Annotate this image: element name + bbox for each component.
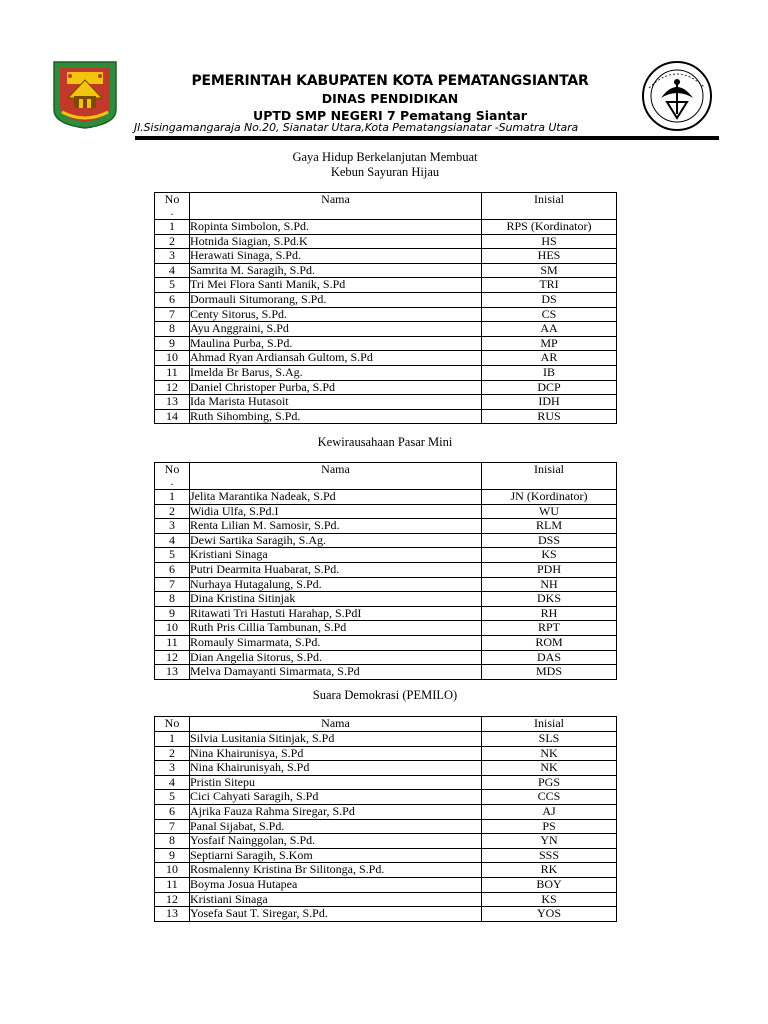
- table-row: [155, 395, 617, 410]
- row-number: 5: [155, 278, 190, 293]
- row-number: 3: [155, 519, 190, 534]
- table-row: [155, 351, 617, 366]
- table-row: [155, 504, 617, 519]
- member-initials: HES: [482, 249, 617, 264]
- row-number: 4: [155, 263, 190, 278]
- table-row: [155, 635, 617, 650]
- section-2-table: [154, 462, 617, 680]
- row-number: 4: [155, 533, 190, 548]
- member-initials: IB: [482, 365, 617, 380]
- member-name: Panal Sijabat, S.Pd.: [190, 819, 482, 834]
- member-initials: KS: [482, 548, 617, 563]
- section-1-table: [154, 192, 617, 424]
- member-name: Ruth Sihombing, S.Pd.: [190, 409, 482, 424]
- header-no: [155, 193, 190, 220]
- member-initials: RPT: [482, 621, 617, 636]
- member-initials: CS: [482, 307, 617, 322]
- row-number: 10: [155, 863, 190, 878]
- table-row: [155, 336, 617, 351]
- row-number: 1: [155, 732, 190, 747]
- member-name: Putri Dearmita Huabarat, S.Pd.: [190, 562, 482, 577]
- member-name: Daniel Christoper Purba, S.Pd: [190, 380, 482, 395]
- table-row: [155, 790, 617, 805]
- header-inisial: Inisial: [482, 193, 617, 220]
- school-address: Jl.Sisingamangaraja No.20, Sianatar Utara,Kota Pematangsianatar -Sumatra Utara: [134, 121, 579, 134]
- table-header-row: [155, 463, 617, 490]
- member-initials: DCP: [482, 380, 617, 395]
- member-name: Herawati Sinaga, S.Pd.: [190, 249, 482, 264]
- member-initials: HS: [482, 234, 617, 249]
- member-initials: DKS: [482, 592, 617, 607]
- header-no-label: No: [164, 192, 180, 206]
- row-number: 2: [155, 746, 190, 761]
- section-3-title: [154, 688, 616, 703]
- section-3-table: [154, 716, 617, 922]
- member-initials: AJ: [482, 804, 617, 819]
- member-initials: PDH: [482, 562, 617, 577]
- member-name: Nina Khairunisyah, S.Pd: [190, 761, 482, 776]
- government-name: PEMERINTAH KABUPATEN KOTA PEMATANGSIANTAR: [191, 73, 589, 89]
- row-number: 8: [155, 322, 190, 337]
- table-header-row: [155, 717, 617, 732]
- section-1-title-line-2: Kebun Sayuran Hijau: [330, 165, 440, 179]
- member-initials: PS: [482, 819, 617, 834]
- table-row: [155, 877, 617, 892]
- header-no: No: [155, 717, 190, 732]
- table-row: [155, 577, 617, 592]
- row-number: 5: [155, 548, 190, 563]
- member-initials: RUS: [482, 409, 617, 424]
- row-number: 7: [155, 307, 190, 322]
- member-name: Renta Lilian M. Samosir, S.Pd.: [190, 519, 482, 534]
- member-initials: TRI: [482, 278, 617, 293]
- member-initials: NK: [482, 761, 617, 776]
- member-name: Imelda Br Barus, S.Ag.: [190, 365, 482, 380]
- header-nama: Nama: [190, 463, 482, 490]
- member-initials: WU: [482, 504, 617, 519]
- member-initials: NH: [482, 577, 617, 592]
- header-nama: Nama: [190, 193, 482, 220]
- member-initials: RK: [482, 863, 617, 878]
- section-1-title: [154, 150, 616, 180]
- member-initials: RPS (Kordinator): [482, 220, 617, 235]
- table-row: [155, 380, 617, 395]
- member-name: Dian Angelia Sitorus, S.Pd.: [190, 650, 482, 665]
- member-name: Cici Cahyati Saragih, S.Pd: [190, 790, 482, 805]
- table-row: [155, 621, 617, 636]
- table-row: [155, 892, 617, 907]
- member-name: Romauly Simarmata, S.Pd.: [190, 635, 482, 650]
- table-row: [155, 548, 617, 563]
- row-number: 3: [155, 761, 190, 776]
- member-name: Dina Kristina Sitinjak: [190, 592, 482, 607]
- row-number: 9: [155, 848, 190, 863]
- member-name: Ida Marista Hutasoit: [190, 395, 482, 410]
- table-row: [155, 263, 617, 278]
- table-row: [155, 307, 617, 322]
- section-3-rows: [155, 732, 617, 922]
- member-initials: CCS: [482, 790, 617, 805]
- member-initials: SLS: [482, 732, 617, 747]
- row-number: 1: [155, 220, 190, 235]
- row-number: 7: [155, 819, 190, 834]
- table-row: [155, 761, 617, 776]
- table-row: [155, 409, 617, 424]
- row-number: 2: [155, 234, 190, 249]
- member-initials: DS: [482, 292, 617, 307]
- member-name: Nina Khairunisya, S.Pd: [190, 746, 482, 761]
- row-number: 12: [155, 380, 190, 395]
- school-name: UPTD SMP NEGERI 7 Pematang Siantar: [253, 108, 527, 123]
- table-row: [155, 365, 617, 380]
- member-initials: AR: [482, 351, 617, 366]
- letterhead-text: [120, 72, 660, 124]
- member-name: Kristiani Sinaga: [190, 548, 482, 563]
- table-row: [155, 292, 617, 307]
- member-name: Dewi Sartika Saragih, S.Ag.: [190, 533, 482, 548]
- member-initials: JN (Kordinator): [482, 490, 617, 505]
- member-name: Ritawati Tri Hastuti Harahap, S.PdI: [190, 606, 482, 621]
- member-initials: PGS: [482, 775, 617, 790]
- member-initials: BOY: [482, 877, 617, 892]
- table-row: [155, 732, 617, 747]
- row-number: 9: [155, 336, 190, 351]
- member-name: Rosmalenny Kristina Br Silitonga, S.Pd.: [190, 863, 482, 878]
- table-row: [155, 322, 617, 337]
- section-1-title-line-1: Gaya Hidup Berkelanjutan Membuat: [292, 150, 478, 164]
- table-row: [155, 746, 617, 761]
- table-row: [155, 234, 617, 249]
- table-row: [155, 606, 617, 621]
- row-number: 11: [155, 635, 190, 650]
- member-initials: MP: [482, 336, 617, 351]
- table-row: [155, 804, 617, 819]
- department-name: DINAS PENDIDIKAN: [321, 91, 459, 106]
- row-number: 7: [155, 577, 190, 592]
- letterhead: [0, 0, 768, 140]
- member-name: Pristin Sitepu: [190, 775, 482, 790]
- table-row: [155, 490, 617, 505]
- member-name: Silvia Lusitania Sitinjak, S.Pd: [190, 732, 482, 747]
- table-row: [155, 863, 617, 878]
- row-number: 6: [155, 562, 190, 577]
- member-name: Centy Sitorus, S.Pd.: [190, 307, 482, 322]
- member-initials: IDH: [482, 395, 617, 410]
- table-row: [155, 907, 617, 922]
- table-row: [155, 834, 617, 849]
- member-initials: NK: [482, 746, 617, 761]
- table-row: [155, 249, 617, 264]
- member-initials: AA: [482, 322, 617, 337]
- section-2-title: [154, 435, 616, 450]
- table-row: [155, 848, 617, 863]
- row-number: 13: [155, 907, 190, 922]
- header-no-label: No: [164, 462, 180, 476]
- row-number: 14: [155, 409, 190, 424]
- header-no: [155, 463, 190, 490]
- member-name: Boyma Josua Hutapea: [190, 877, 482, 892]
- row-number: 12: [155, 650, 190, 665]
- member-name: Kristiani Sinaga: [190, 892, 482, 907]
- member-name: Tri Mei Flora Santi Manik, S.Pd: [190, 278, 482, 293]
- member-initials: YN: [482, 834, 617, 849]
- header-inisial: Inisial: [482, 717, 617, 732]
- section-3-title-line-1: Suara Demokrasi (PEMILO): [312, 688, 458, 702]
- header-no-dot: .: [170, 204, 174, 218]
- section-2-rows: [155, 490, 617, 680]
- member-name: Jelita Marantika Nadeak, S.Pd: [190, 490, 482, 505]
- row-number: 10: [155, 351, 190, 366]
- table-row: [155, 278, 617, 293]
- section-1-rows: [155, 220, 617, 424]
- member-name: Septiarni Saragih, S.Kom: [190, 848, 482, 863]
- member-initials: DAS: [482, 650, 617, 665]
- member-name: Widia Ulfa, S.Pd.I: [190, 504, 482, 519]
- row-number: 1: [155, 490, 190, 505]
- row-number: 11: [155, 365, 190, 380]
- row-number: 8: [155, 834, 190, 849]
- tut-wuri-handayani-logo-icon: [637, 58, 717, 134]
- row-number: 13: [155, 665, 190, 680]
- member-initials: YOS: [482, 907, 617, 922]
- header-no-dot: .: [170, 474, 174, 488]
- member-initials: SSS: [482, 848, 617, 863]
- member-name: Melva Damayanti Simarmata, S.Pd: [190, 665, 482, 680]
- section-2-title-line-1: Kewirausahaan Pasar Mini: [317, 435, 453, 449]
- table-row: [155, 650, 617, 665]
- member-initials: MDS: [482, 665, 617, 680]
- row-number: 13: [155, 395, 190, 410]
- table-row: [155, 665, 617, 680]
- row-number: 6: [155, 292, 190, 307]
- row-number: 5: [155, 790, 190, 805]
- member-name: Yosfaif Nainggolan, S.Pd.: [190, 834, 482, 849]
- member-initials: KS: [482, 892, 617, 907]
- member-name: Ajrika Fauza Rahma Siregar, S.Pd: [190, 804, 482, 819]
- member-name: Ropinta Simbolon, S.Pd.: [190, 220, 482, 235]
- row-number: 8: [155, 592, 190, 607]
- row-number: 3: [155, 249, 190, 264]
- row-number: 9: [155, 606, 190, 621]
- member-name: Samrita M. Saragih, S.Pd.: [190, 263, 482, 278]
- member-name: Ayu Anggraini, S.Pd: [190, 322, 482, 337]
- table-row: [155, 819, 617, 834]
- member-name: Hotnida Siagian, S.Pd.K: [190, 234, 482, 249]
- member-name: Ahmad Ryan Ardiansah Gultom, S.Pd: [190, 351, 482, 366]
- table-header-row: [155, 193, 617, 220]
- member-initials: SM: [482, 263, 617, 278]
- member-name: Maulina Purba, S.Pd.: [190, 336, 482, 351]
- table-row: [155, 775, 617, 790]
- member-name: Nurhaya Hutagalung, S.Pd.: [190, 577, 482, 592]
- table-row: [155, 519, 617, 534]
- table-row: [155, 533, 617, 548]
- row-number: 6: [155, 804, 190, 819]
- row-number: 2: [155, 504, 190, 519]
- member-initials: RH: [482, 606, 617, 621]
- row-number: 12: [155, 892, 190, 907]
- row-number: 10: [155, 621, 190, 636]
- header-inisial: Inisial: [482, 463, 617, 490]
- member-initials: ROM: [482, 635, 617, 650]
- member-name: Yosefa Saut T. Siregar, S.Pd.: [190, 907, 482, 922]
- kota-pematangsiantar-emblem-icon: [50, 58, 120, 130]
- member-initials: DSS: [482, 533, 617, 548]
- letterhead-divider: [135, 136, 719, 140]
- table-row: [155, 562, 617, 577]
- table-row: [155, 220, 617, 235]
- header-nama: Nama: [190, 717, 482, 732]
- member-initials: RLM: [482, 519, 617, 534]
- row-number: 11: [155, 877, 190, 892]
- member-name: Dormauli Situmorang, S.Pd.: [190, 292, 482, 307]
- row-number: 4: [155, 775, 190, 790]
- table-row: [155, 592, 617, 607]
- member-name: Ruth Pris Cillia Tambunan, S.Pd: [190, 621, 482, 636]
